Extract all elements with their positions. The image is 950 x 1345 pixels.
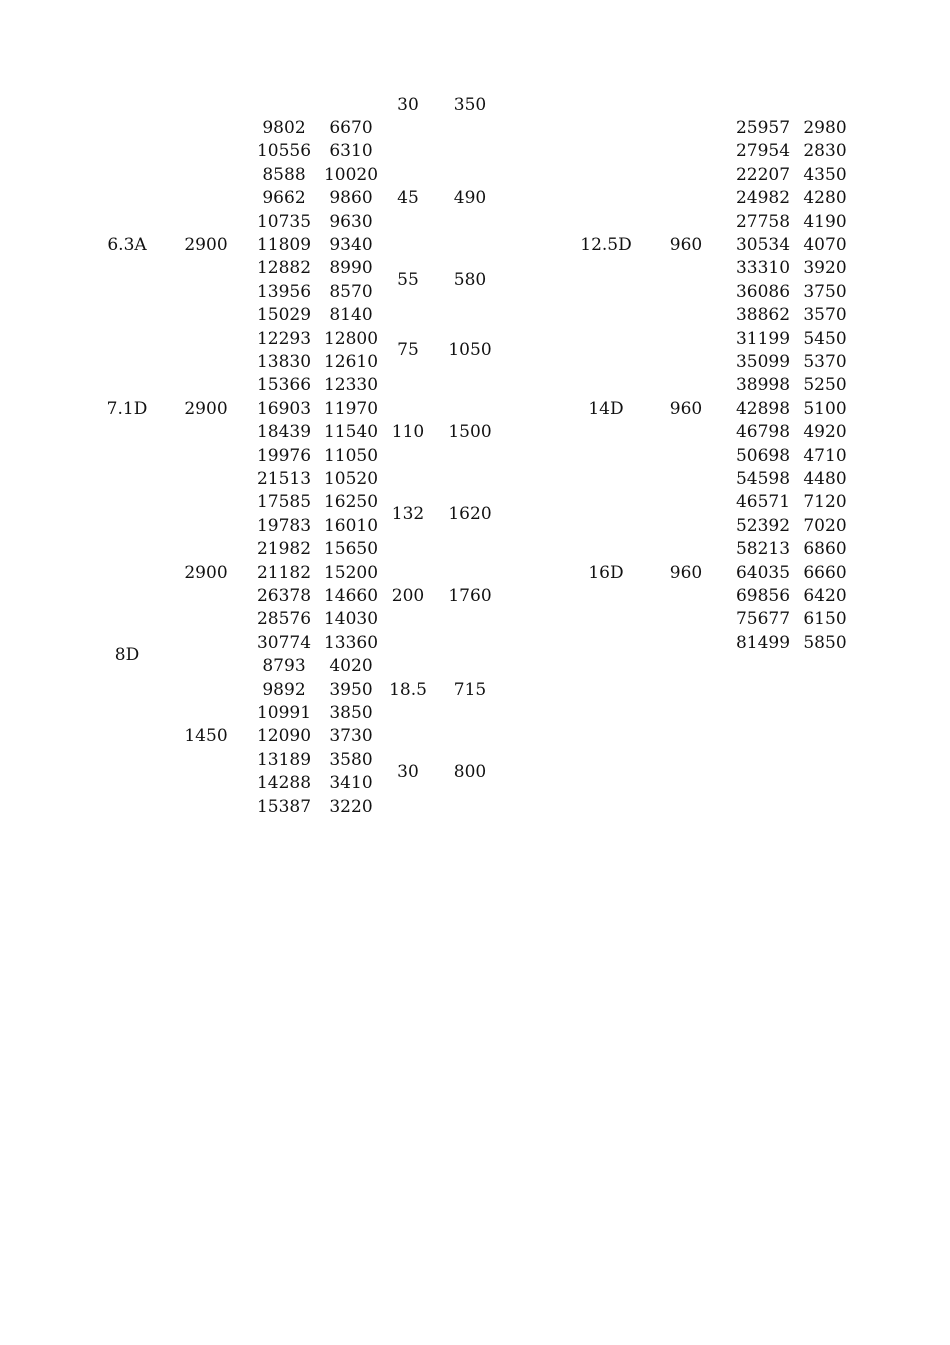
pressure-cell: 3570 bbox=[803, 305, 847, 326]
pressure-cell: 7120 bbox=[803, 492, 847, 513]
pressure-cell: 6660 bbox=[803, 562, 847, 583]
speed-cell: 960 bbox=[669, 562, 703, 583]
pressure-cell: 4920 bbox=[803, 422, 847, 443]
flow-cell: 27758 bbox=[735, 211, 791, 232]
model-cell: 8D bbox=[114, 644, 140, 665]
model-cell: 7.1D bbox=[106, 398, 148, 419]
pressure-cell: 3580 bbox=[329, 749, 373, 770]
flow-cell: 58213 bbox=[735, 539, 791, 560]
flow-cell: 19783 bbox=[256, 515, 312, 536]
pressure-cell: 6670 bbox=[329, 118, 373, 138]
flow-cell: 15387 bbox=[256, 796, 312, 817]
speed-cell: 960 bbox=[669, 398, 703, 419]
flow-cell: 50698 bbox=[735, 445, 791, 466]
pressure-cell: 16250 bbox=[323, 492, 379, 513]
flow-cell: 12293 bbox=[256, 328, 312, 349]
weight-cell: 350 bbox=[453, 94, 487, 115]
weight-cell: 715 bbox=[453, 679, 487, 700]
pressure-cell: 9860 bbox=[329, 188, 373, 209]
weight-cell: 1050 bbox=[448, 340, 492, 361]
pressure-cell: 5100 bbox=[803, 398, 847, 419]
power-cell: 45 bbox=[397, 188, 419, 209]
flow-cell: 8588 bbox=[262, 164, 306, 185]
power-cell: 18.5 bbox=[389, 679, 427, 700]
flow-cell: 30774 bbox=[256, 632, 312, 653]
weight-cell: 1620 bbox=[448, 504, 492, 525]
pressure-cell: 3920 bbox=[803, 258, 847, 279]
speed-cell: 960 bbox=[669, 235, 703, 255]
weight-cell: 1500 bbox=[448, 422, 492, 443]
speed-cell: 1450 bbox=[184, 726, 228, 747]
pressure-cell: 12800 bbox=[323, 328, 379, 349]
pressure-cell: 15650 bbox=[323, 539, 379, 560]
power-cell: 55 bbox=[397, 270, 419, 291]
flow-cell: 9892 bbox=[262, 679, 306, 700]
pressure-cell: 4480 bbox=[803, 469, 847, 489]
flow-cell: 35099 bbox=[735, 352, 791, 372]
weight-cell: 1760 bbox=[448, 586, 492, 606]
pressure-cell: 11970 bbox=[323, 398, 379, 419]
flow-cell: 18439 bbox=[256, 422, 312, 443]
pressure-cell: 9630 bbox=[329, 211, 373, 232]
pressure-cell: 12330 bbox=[323, 375, 379, 396]
speed-cell: 2900 bbox=[184, 562, 228, 583]
power-cell: 30 bbox=[397, 761, 419, 782]
power-cell: 132 bbox=[391, 504, 425, 525]
pressure-cell: 2830 bbox=[803, 141, 847, 162]
pressure-cell: 6420 bbox=[803, 586, 847, 606]
flow-cell: 33310 bbox=[735, 258, 791, 279]
pressure-cell: 3730 bbox=[329, 726, 373, 747]
flow-cell: 54598 bbox=[735, 469, 791, 489]
weight-cell: 580 bbox=[453, 270, 487, 291]
pressure-cell: 3410 bbox=[329, 773, 373, 794]
flow-cell: 10991 bbox=[256, 703, 312, 723]
pressure-cell: 5250 bbox=[803, 375, 847, 396]
pressure-cell: 8570 bbox=[329, 281, 373, 302]
flow-cell: 38998 bbox=[735, 375, 791, 396]
pressure-cell: 5370 bbox=[803, 352, 847, 372]
flow-cell: 14288 bbox=[256, 773, 312, 794]
pressure-cell: 4280 bbox=[803, 188, 847, 209]
flow-cell: 22207 bbox=[735, 164, 791, 185]
flow-cell: 26378 bbox=[256, 586, 312, 606]
pressure-cell: 4070 bbox=[803, 235, 847, 255]
pressure-cell: 3220 bbox=[329, 796, 373, 817]
flow-cell: 8793 bbox=[262, 656, 306, 677]
flow-cell: 10556 bbox=[256, 141, 312, 162]
pressure-cell: 5850 bbox=[803, 632, 847, 653]
pressure-cell: 11540 bbox=[323, 422, 379, 443]
flow-cell: 15029 bbox=[256, 305, 312, 326]
pressure-cell: 4710 bbox=[803, 445, 847, 466]
pressure-cell: 5450 bbox=[803, 328, 847, 349]
pressure-cell: 3950 bbox=[329, 679, 373, 700]
flow-cell: 9662 bbox=[262, 188, 306, 209]
power-cell: 75 bbox=[397, 340, 419, 361]
pressure-cell: 10020 bbox=[323, 164, 379, 185]
model-cell: 12.5D bbox=[580, 235, 632, 255]
flow-cell: 9802 bbox=[262, 118, 306, 138]
flow-cell: 21982 bbox=[256, 539, 312, 560]
flow-cell: 28576 bbox=[256, 609, 312, 630]
pressure-cell: 6860 bbox=[803, 539, 847, 560]
flow-cell: 13830 bbox=[256, 352, 312, 372]
flow-cell: 12090 bbox=[256, 726, 312, 747]
flow-cell: 12882 bbox=[256, 258, 312, 279]
weight-cell: 800 bbox=[453, 761, 487, 782]
flow-cell: 16903 bbox=[256, 398, 312, 419]
pressure-cell: 7020 bbox=[803, 515, 847, 536]
power-cell: 200 bbox=[391, 586, 425, 606]
pressure-cell: 4190 bbox=[803, 211, 847, 232]
flow-cell: 10735 bbox=[256, 211, 312, 232]
flow-cell: 31199 bbox=[735, 328, 791, 349]
pressure-cell: 14030 bbox=[323, 609, 379, 630]
flow-cell: 69856 bbox=[735, 586, 791, 606]
flow-cell: 36086 bbox=[735, 281, 791, 302]
flow-cell: 21182 bbox=[256, 562, 312, 583]
flow-cell: 13956 bbox=[256, 281, 312, 302]
flow-cell: 25957 bbox=[735, 118, 791, 138]
pressure-cell: 16010 bbox=[323, 515, 379, 536]
pressure-cell: 4020 bbox=[329, 656, 373, 677]
weight-cell: 490 bbox=[453, 188, 487, 209]
pressure-cell: 12610 bbox=[323, 352, 379, 372]
pressure-cell: 13360 bbox=[323, 632, 379, 653]
flow-cell: 11809 bbox=[256, 235, 312, 255]
flow-cell: 13189 bbox=[256, 749, 312, 770]
flow-cell: 19976 bbox=[256, 445, 312, 466]
flow-cell: 38862 bbox=[735, 305, 791, 326]
power-cell: 110 bbox=[391, 422, 425, 443]
flow-cell: 81499 bbox=[735, 632, 791, 653]
pressure-cell: 4350 bbox=[803, 164, 847, 185]
flow-cell: 64035 bbox=[735, 562, 791, 583]
flow-cell: 75677 bbox=[735, 609, 791, 630]
speed-cell: 2900 bbox=[184, 235, 228, 255]
pressure-cell: 11050 bbox=[323, 445, 379, 466]
pressure-cell: 6150 bbox=[803, 609, 847, 630]
model-cell: 16D bbox=[588, 562, 624, 583]
flow-cell: 30534 bbox=[735, 235, 791, 255]
pressure-cell: 10520 bbox=[323, 469, 379, 489]
pressure-cell: 8990 bbox=[329, 258, 373, 279]
flow-cell: 27954 bbox=[735, 141, 791, 162]
power-cell: 30 bbox=[397, 94, 419, 115]
pressure-cell: 3850 bbox=[329, 703, 373, 723]
flow-cell: 52392 bbox=[735, 515, 791, 536]
flow-cell: 17585 bbox=[256, 492, 312, 513]
speed-cell: 2900 bbox=[184, 398, 228, 419]
pressure-cell: 9340 bbox=[329, 235, 373, 255]
flow-cell: 21513 bbox=[256, 469, 312, 489]
flow-cell: 46571 bbox=[735, 492, 791, 513]
flow-cell: 42898 bbox=[735, 398, 791, 419]
pressure-cell: 2980 bbox=[803, 118, 847, 138]
pressure-cell: 15200 bbox=[323, 562, 379, 583]
pressure-cell: 14660 bbox=[323, 586, 379, 606]
pressure-cell: 8140 bbox=[329, 305, 373, 326]
pressure-cell: 6310 bbox=[329, 141, 373, 162]
pressure-cell: 3750 bbox=[803, 281, 847, 302]
flow-cell: 24982 bbox=[735, 188, 791, 209]
flow-cell: 46798 bbox=[735, 422, 791, 443]
flow-cell: 15366 bbox=[256, 375, 312, 396]
model-cell: 6.3A bbox=[107, 235, 147, 255]
model-cell: 14D bbox=[588, 398, 624, 419]
